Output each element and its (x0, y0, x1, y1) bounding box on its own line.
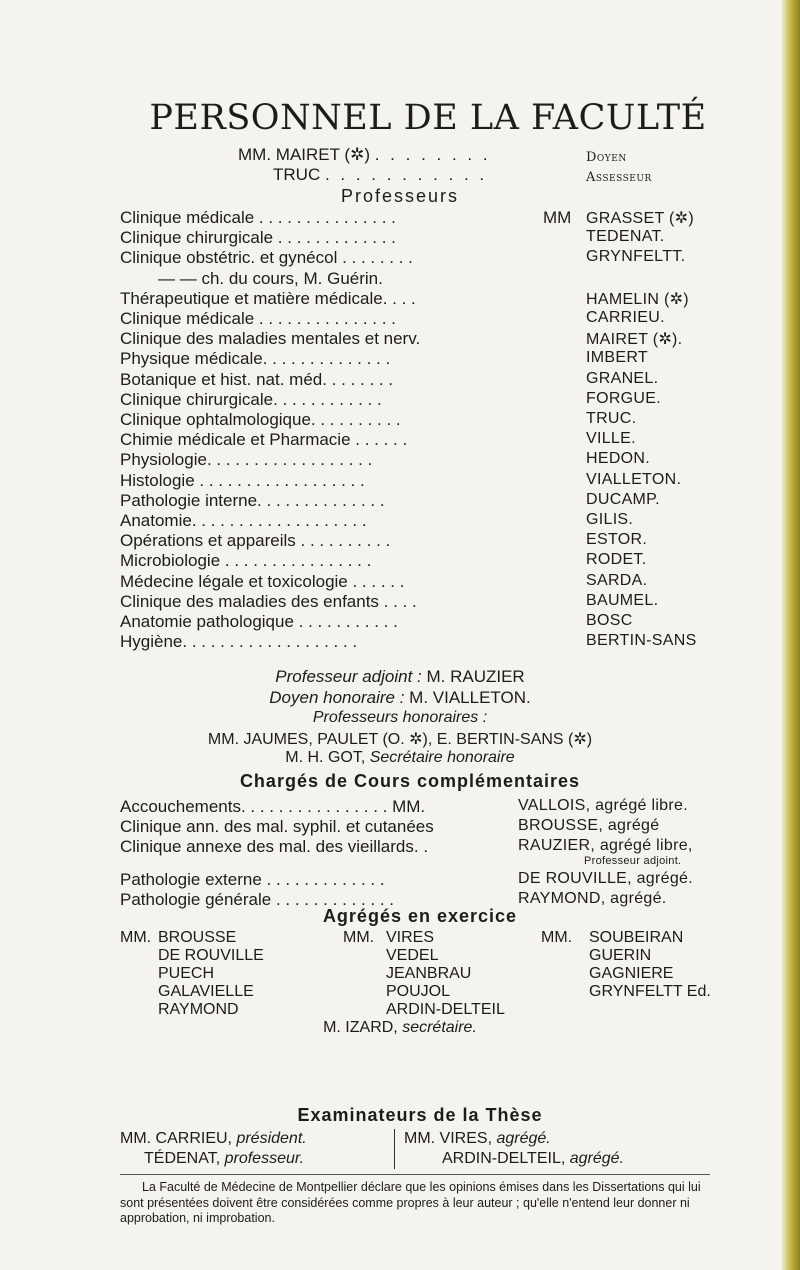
professor-name: GRYNFELTT. (586, 248, 686, 266)
agrege-name: GALAVIELLE (158, 983, 254, 1000)
professor-subject: Clinique des maladies des enfants . . . . (120, 591, 417, 611)
professor-name: HEDON. (586, 450, 651, 468)
examinateur-professeur: TÉDENAT, professeur. (144, 1150, 305, 1167)
secretary-line: M. IZARD, secrétaire. (323, 1019, 477, 1036)
charge-subject: Pathologie générale . . . . . . . . . . . . . (120, 890, 395, 909)
footer-rule (120, 1174, 710, 1175)
agrege-name: GAGNIERE (589, 965, 674, 982)
professor-subject: Clinique ophtalmologique. . . . . . . . . . (120, 410, 401, 429)
professor-name: MAIRET (✲). (586, 331, 683, 349)
professor-name: GRASSET (✲) (586, 210, 694, 227)
agrege-name: GUERIN (589, 947, 652, 964)
professor-name: VILLE. (586, 430, 636, 448)
agrege-name: VEDEL (386, 947, 439, 964)
professor-subject: Opérations et appareils . . . . . . . . . . (120, 531, 391, 551)
agreges-col2 (386, 929, 505, 1019)
agrege-name: DE ROUVILLE (158, 947, 264, 964)
professors-heading: Professeurs (340, 186, 460, 206)
professor-name: TEDENAT. (586, 228, 665, 246)
charge-subject: Accouchements. . . . . . . . . . . . . . . . MM. (120, 797, 426, 816)
professor-name: BAUMEL. (586, 591, 659, 609)
agreges-col3 (589, 929, 711, 1001)
examinateur-agrege-1: MM. VIRES, agrégé. (404, 1130, 551, 1147)
professor-name: SARDA. (586, 571, 648, 589)
examinateurs-left (120, 1129, 307, 1169)
professor-name: GRANEL. (586, 369, 659, 387)
agreges-col1-mm: MM. (120, 929, 152, 946)
agrege-name: GRYNFELTT Ed. (589, 983, 711, 1000)
agreges-col2-mm: MM. (343, 929, 375, 946)
professor-subject: Clinique des maladies mentales et nerv. (120, 329, 421, 349)
honoraires-line2: M. H. GOT, Secrétaire honoraire (285, 749, 515, 766)
examinateur-agrege-2: ARDIN-DELTEIL, agrégé. (442, 1150, 624, 1167)
assessor-role: Assesseur (586, 170, 652, 185)
assessor-line: TRUC . . . . . . . . . . . (273, 165, 488, 184)
professor-name: VIALLETON. (586, 470, 682, 488)
dean-line: MM. MAIRET (✲) . . . . . . . . (238, 145, 491, 164)
professor-subject: Clinique médicale . . . . . . . . . . . . . . . (120, 309, 396, 328)
honoraires-label: Professeurs honoraires : (312, 709, 488, 726)
professor-subject: Médecine légale et toxicologie . . . . . . (120, 571, 405, 591)
assessor-name: TRUC (273, 165, 321, 184)
charge-name: BROUSSE, agrégé (518, 817, 660, 834)
professor-subject: Physiologie. . . . . . . . . . . . . . . . . . (120, 450, 373, 470)
agrege-name: BROUSSE (158, 929, 237, 946)
charge-subject: Clinique annexe des mal. des vieillards. . (120, 837, 429, 856)
professor-name: DUCAMP. (586, 490, 660, 508)
examinateur-president: MM. CARRIEU, président. (120, 1130, 307, 1147)
professor-subject: Thérapeutique et matière médicale. . . . (120, 288, 416, 308)
mm-label: MM (543, 208, 572, 227)
charges-heading: Chargés de Cours complémentaires (239, 771, 581, 791)
professor-name: FORGUE. (586, 389, 661, 407)
agrege-name: VIRES (386, 929, 435, 946)
agrege-name: SOUBEIRAN (589, 929, 684, 946)
adjoint-line: Professeur adjoint : M. RAUZIER (275, 667, 525, 686)
agreges-col1 (158, 929, 264, 1019)
professor-name: IMBERT (586, 349, 648, 367)
professor-subject: Chimie médicale et Pharmacie . . . . . . (120, 430, 408, 450)
professor-subject: Clinique chirurgicale . . . . . . . . . . . . . (120, 228, 396, 248)
professor-name: BERTIN-SANS (586, 632, 697, 650)
professor-subject: Histologie . . . . . . . . . . . . . . . . . . (120, 470, 365, 490)
professor-subject: Clinique médicale . . . . . . . . . . . . . . . (120, 208, 396, 227)
professor-subject: Clinique obstétric. et gynécol . . . . . . . . (120, 248, 413, 268)
page-edge (782, 0, 800, 1270)
dean-name: MAIRET (✲) (275, 145, 370, 164)
professor-subject: Microbiologie . . . . . . . . . . . . . . . . (120, 551, 372, 571)
professor-subject: Anatomie pathologique . . . . . . . . . . . (120, 612, 398, 631)
agrege-name: PUECH (158, 965, 215, 982)
professor-name: GILIS. (586, 511, 634, 528)
examinateurs-divider (394, 1129, 395, 1169)
charge-name: VALLOIS, agrégé libre. (518, 797, 688, 814)
agrege-name: ARDIN-DELTEIL (386, 1001, 505, 1018)
page-title: PERSONNEL DE LA FACULTÉ (149, 98, 707, 138)
charge-name: Professeur adjoint. (584, 855, 682, 867)
honoraires-line1: MM. JAUMES, PAULET (O. ✲), E. BERTIN-SANS (✲) (207, 731, 593, 748)
charge-name: RAYMOND, agrégé. (518, 890, 667, 907)
charge-name: RAUZIER, agrégé libre, (518, 837, 693, 854)
examinateurs-right (404, 1129, 624, 1169)
professor-subject: Hygiène. . . . . . . . . . . . . . . . . . . (120, 632, 358, 652)
professor-subject: Physique médicale. . . . . . . . . . . . . . (120, 349, 391, 369)
charge-subject: Pathologie externe . . . . . . . . . . . . . (120, 870, 385, 889)
professor-subject: Pathologie interne. . . . . . . . . . . . . . (120, 490, 385, 510)
professor-subject: — — ch. du cours, M. Guérin. (158, 268, 383, 288)
disclaimer-note: La Faculté de Médecine de Montpellier déclare que les opinions émises dans les Dissertations qui lui sont présentées doivent être considérées comme propres à leur auteur ; qu'elle n'entend leur donner ni approbation, ni improbation. (120, 1180, 701, 1225)
professor-name: BOSC (586, 612, 633, 629)
professor-name: HAMELIN (✲) (586, 290, 689, 308)
professor-name: TRUC. (586, 410, 637, 427)
examinateurs-heading: Examinateurs de la Thèse (297, 1105, 543, 1125)
agrege-name: JEANBRAU (386, 965, 472, 982)
doyen-honoraire-line: Doyen honoraire : M. VIALLETON. (269, 688, 531, 707)
agreges-heading: Agrégés en exercice (322, 906, 518, 926)
professor-name: ESTOR. (586, 531, 648, 549)
professor-name: RODET. (586, 551, 647, 569)
charge-name: DE ROUVILLE, agrégé. (518, 870, 693, 887)
professor-subject: Botanique et hist. nat. méd. . . . . . . . (120, 369, 394, 389)
professor-name: CARRIEU. (586, 309, 665, 326)
agrege-name: RAYMOND (158, 1001, 239, 1018)
agreges-col3-mm: MM. (541, 929, 573, 946)
charge-subject: Clinique ann. des mal. syphil. et cutanées (120, 817, 434, 836)
agrege-name: POUJOL (386, 983, 451, 1000)
professor-subject: Anatomie. . . . . . . . . . . . . . . . . . . (120, 511, 367, 530)
professor-subject: Clinique chirurgicale. . . . . . . . . . . . (120, 389, 382, 409)
dean-role: Doyen (586, 150, 627, 165)
